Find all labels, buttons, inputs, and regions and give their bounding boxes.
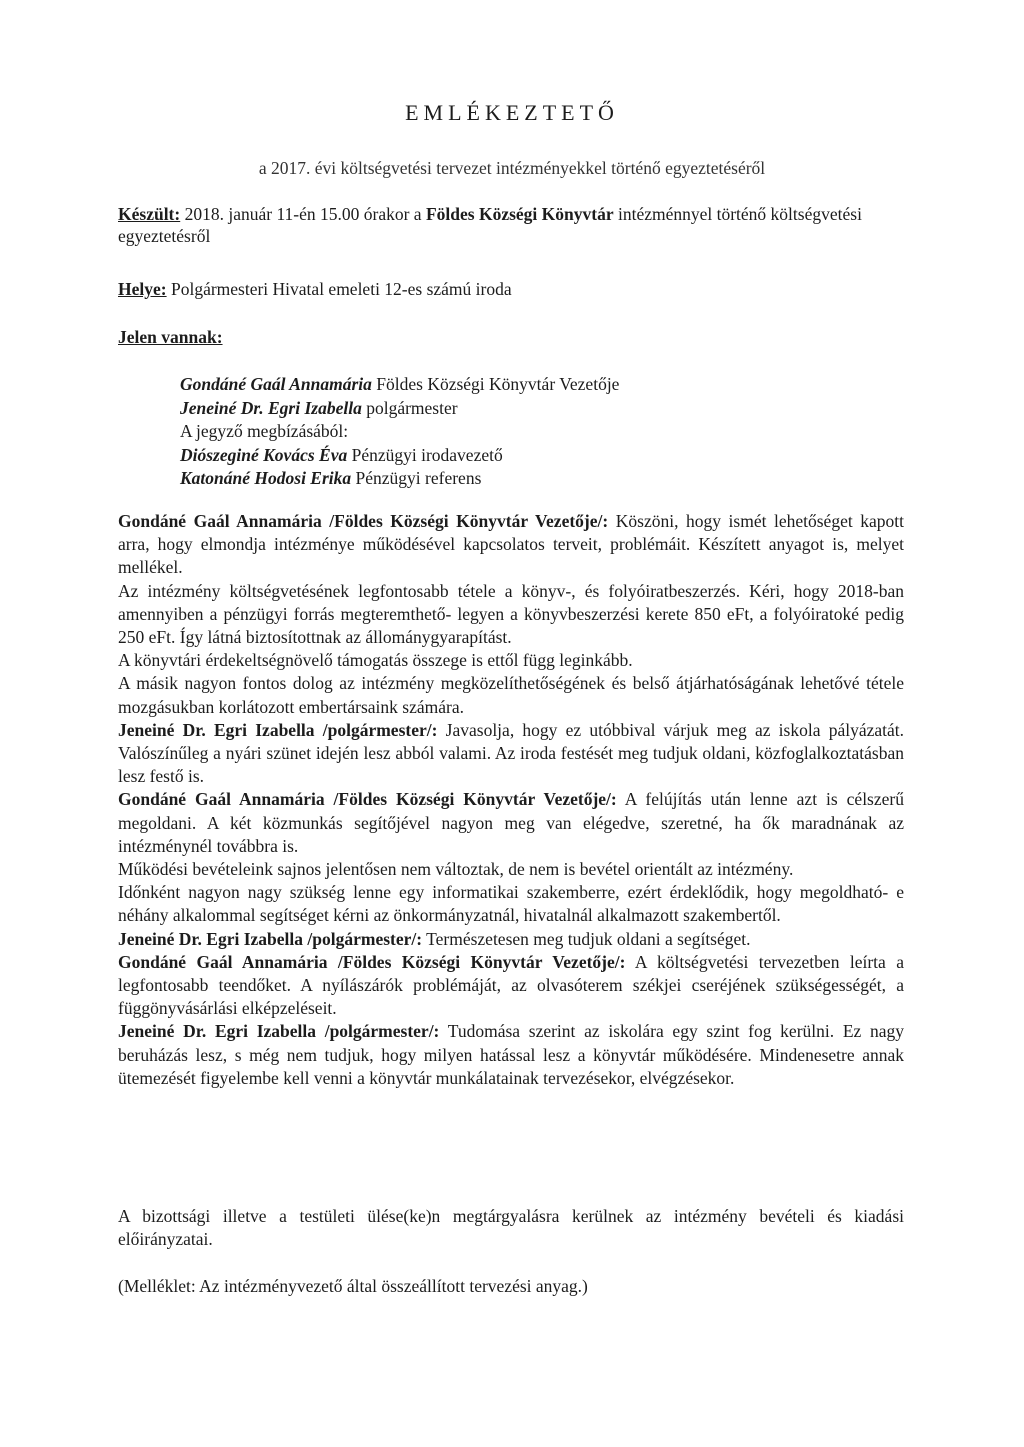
minutes-paragraph: Gondáné Gaál Annamária /Földes Községi Könyvtár Vezetője/: A felújítás után lenne azt is célszerű megoldani. A két közmunkás segítőjével nagyon meg van elégedve, szeretné, ha ők maradnának az intézménynél továbbra is. — [118, 789, 904, 856]
minutes-paragraph: Jeneiné Dr. Egri Izabella /polgármester/: Tudomása szerint az iskolára egy szint fog kerülni. Ez nagy beruházás lesz, s még nem tudjuk, hogy milyen hatással lesz a könyvtár működésére. Mindenesetre annak ütemezését figyelembe kell venni a könyvtár munkálatainak tervezésekor, elvégzésekor. — [118, 1021, 904, 1088]
minutes-paragraph: Jeneiné Dr. Egri Izabella /polgármester/: Természetesen meg tudjuk oldani a segítséget. — [118, 928, 751, 949]
keszult-text2: intézménnyel történő költségvetési egyeztetésről — [118, 204, 862, 246]
keszult-institution: Földes Községi Könyvtár — [425, 204, 614, 224]
document-subtitle: a 2017. évi költségvetési tervezet intézményekkel történő egyeztetéséről — [258, 158, 766, 178]
minutes-paragraph: Időnként nagyon nagy szükség lenne egy informatikai szakemberre, ezért érdeklődik, hogy megoldható- e néhány alkalommal segítséget kérni az önkormányzatnál, hivatalnál alkalmazott szakembertől. — [118, 882, 904, 926]
attendee-row: Jeneiné Dr. Egri Izabella polgármester — [180, 397, 458, 418]
attendee-row: Katonáné Hodosi Erika Pénzügyi referens — [180, 468, 482, 488]
keszult-line — [118, 203, 904, 247]
jelen-label: Jelen vannak: — [118, 327, 223, 347]
helye-text: Polgármesteri Hivatal emeleti 12-es számú iroda — [166, 279, 512, 299]
attendee-row: Diószeginé Kovács Éva Pénzügyi irodavezető — [180, 444, 503, 465]
attendee-list — [180, 373, 619, 491]
minutes-paragraph: A könyvtári érdekeltségnövelő támogatás összege is ettől függ leginkább. — [118, 650, 633, 671]
attendee-row: Gondáné Gaál Annamária Földes Községi Könyvtár Vezetője — [180, 374, 620, 394]
minutes-paragraph: A másik nagyon fontos dolog az intézmény megközelíthetőségének és belső átjárhatóságának lehetővé tétele mozgásukban korlátozott embertársaink számára. — [118, 673, 904, 717]
keszult-label: Készült: — [118, 204, 181, 224]
annex-note: (Melléklet: Az intézményvezető által összeállított tervezési anyag.) — [118, 1276, 588, 1296]
helye-line — [118, 278, 904, 300]
jelen-heading — [118, 326, 904, 348]
helye-label: Helye: — [118, 279, 167, 299]
closing-paragraph: A bizottsági illetve a testületi ülése(ke)n megtárgyalásra kerülnek az intézmény bevételi és kiadási előirányzatai. — [118, 1206, 904, 1249]
minutes-body — [118, 510, 904, 1090]
minutes-paragraph: Az intézmény költségvetésének legfontosabb tétele a könyv-, és folyóiratbeszerzés. Kéri, hogy 2018-ban amennyiben a pénzügyi forrás megteremthető- legyen a könyvbeszerzési kerete 850 eFt, a folyóiratoké pedig 250 eFt. Így látná biztosítottnak az állománygyarapítást. — [118, 580, 904, 648]
minutes-paragraph: Működési bevételeink sajnos jelentősen nem változtak, de nem is bevétel orientált az intézmény. — [118, 859, 794, 880]
document-title: EMLÉKEZTETŐ — [405, 100, 619, 125]
minutes-paragraph: Gondáné Gaál Annamária /Földes Községi Könyvtár Vezetője/: Köszöni, hogy ismét lehetőséget kapott arra, hogy elmondja intézménye működésével kapcsolatos terveit, problémáit. Készített anyagot is, melyet mellékel. — [118, 511, 904, 578]
minutes-paragraph: Gondáné Gaál Annamária /Földes Községi Könyvtár Vezetője/: A költségvetési tervezetben leírta a legfontosabb teendőket. A nyílászárók problémáját, az olvasóterem székjei cseréjének szükségességét, a függönyvásárlási elképzeléseit. — [118, 951, 904, 1019]
attendee-row: A jegyző megbízásából: — [180, 421, 349, 441]
minutes-paragraph: Jeneiné Dr. Egri Izabella /polgármester/: Javasolja, hogy ez utóbbival várjuk meg az iskola pályázatát. Valószínűleg a nyári szünet idején lesz abból valami. Az iroda festését meg tudjuk oldani, közfoglalkoztatásban lesz festő is. — [118, 719, 904, 787]
keszult-text1: 2018. január 11-én 15.00 órakor a — [180, 204, 426, 224]
